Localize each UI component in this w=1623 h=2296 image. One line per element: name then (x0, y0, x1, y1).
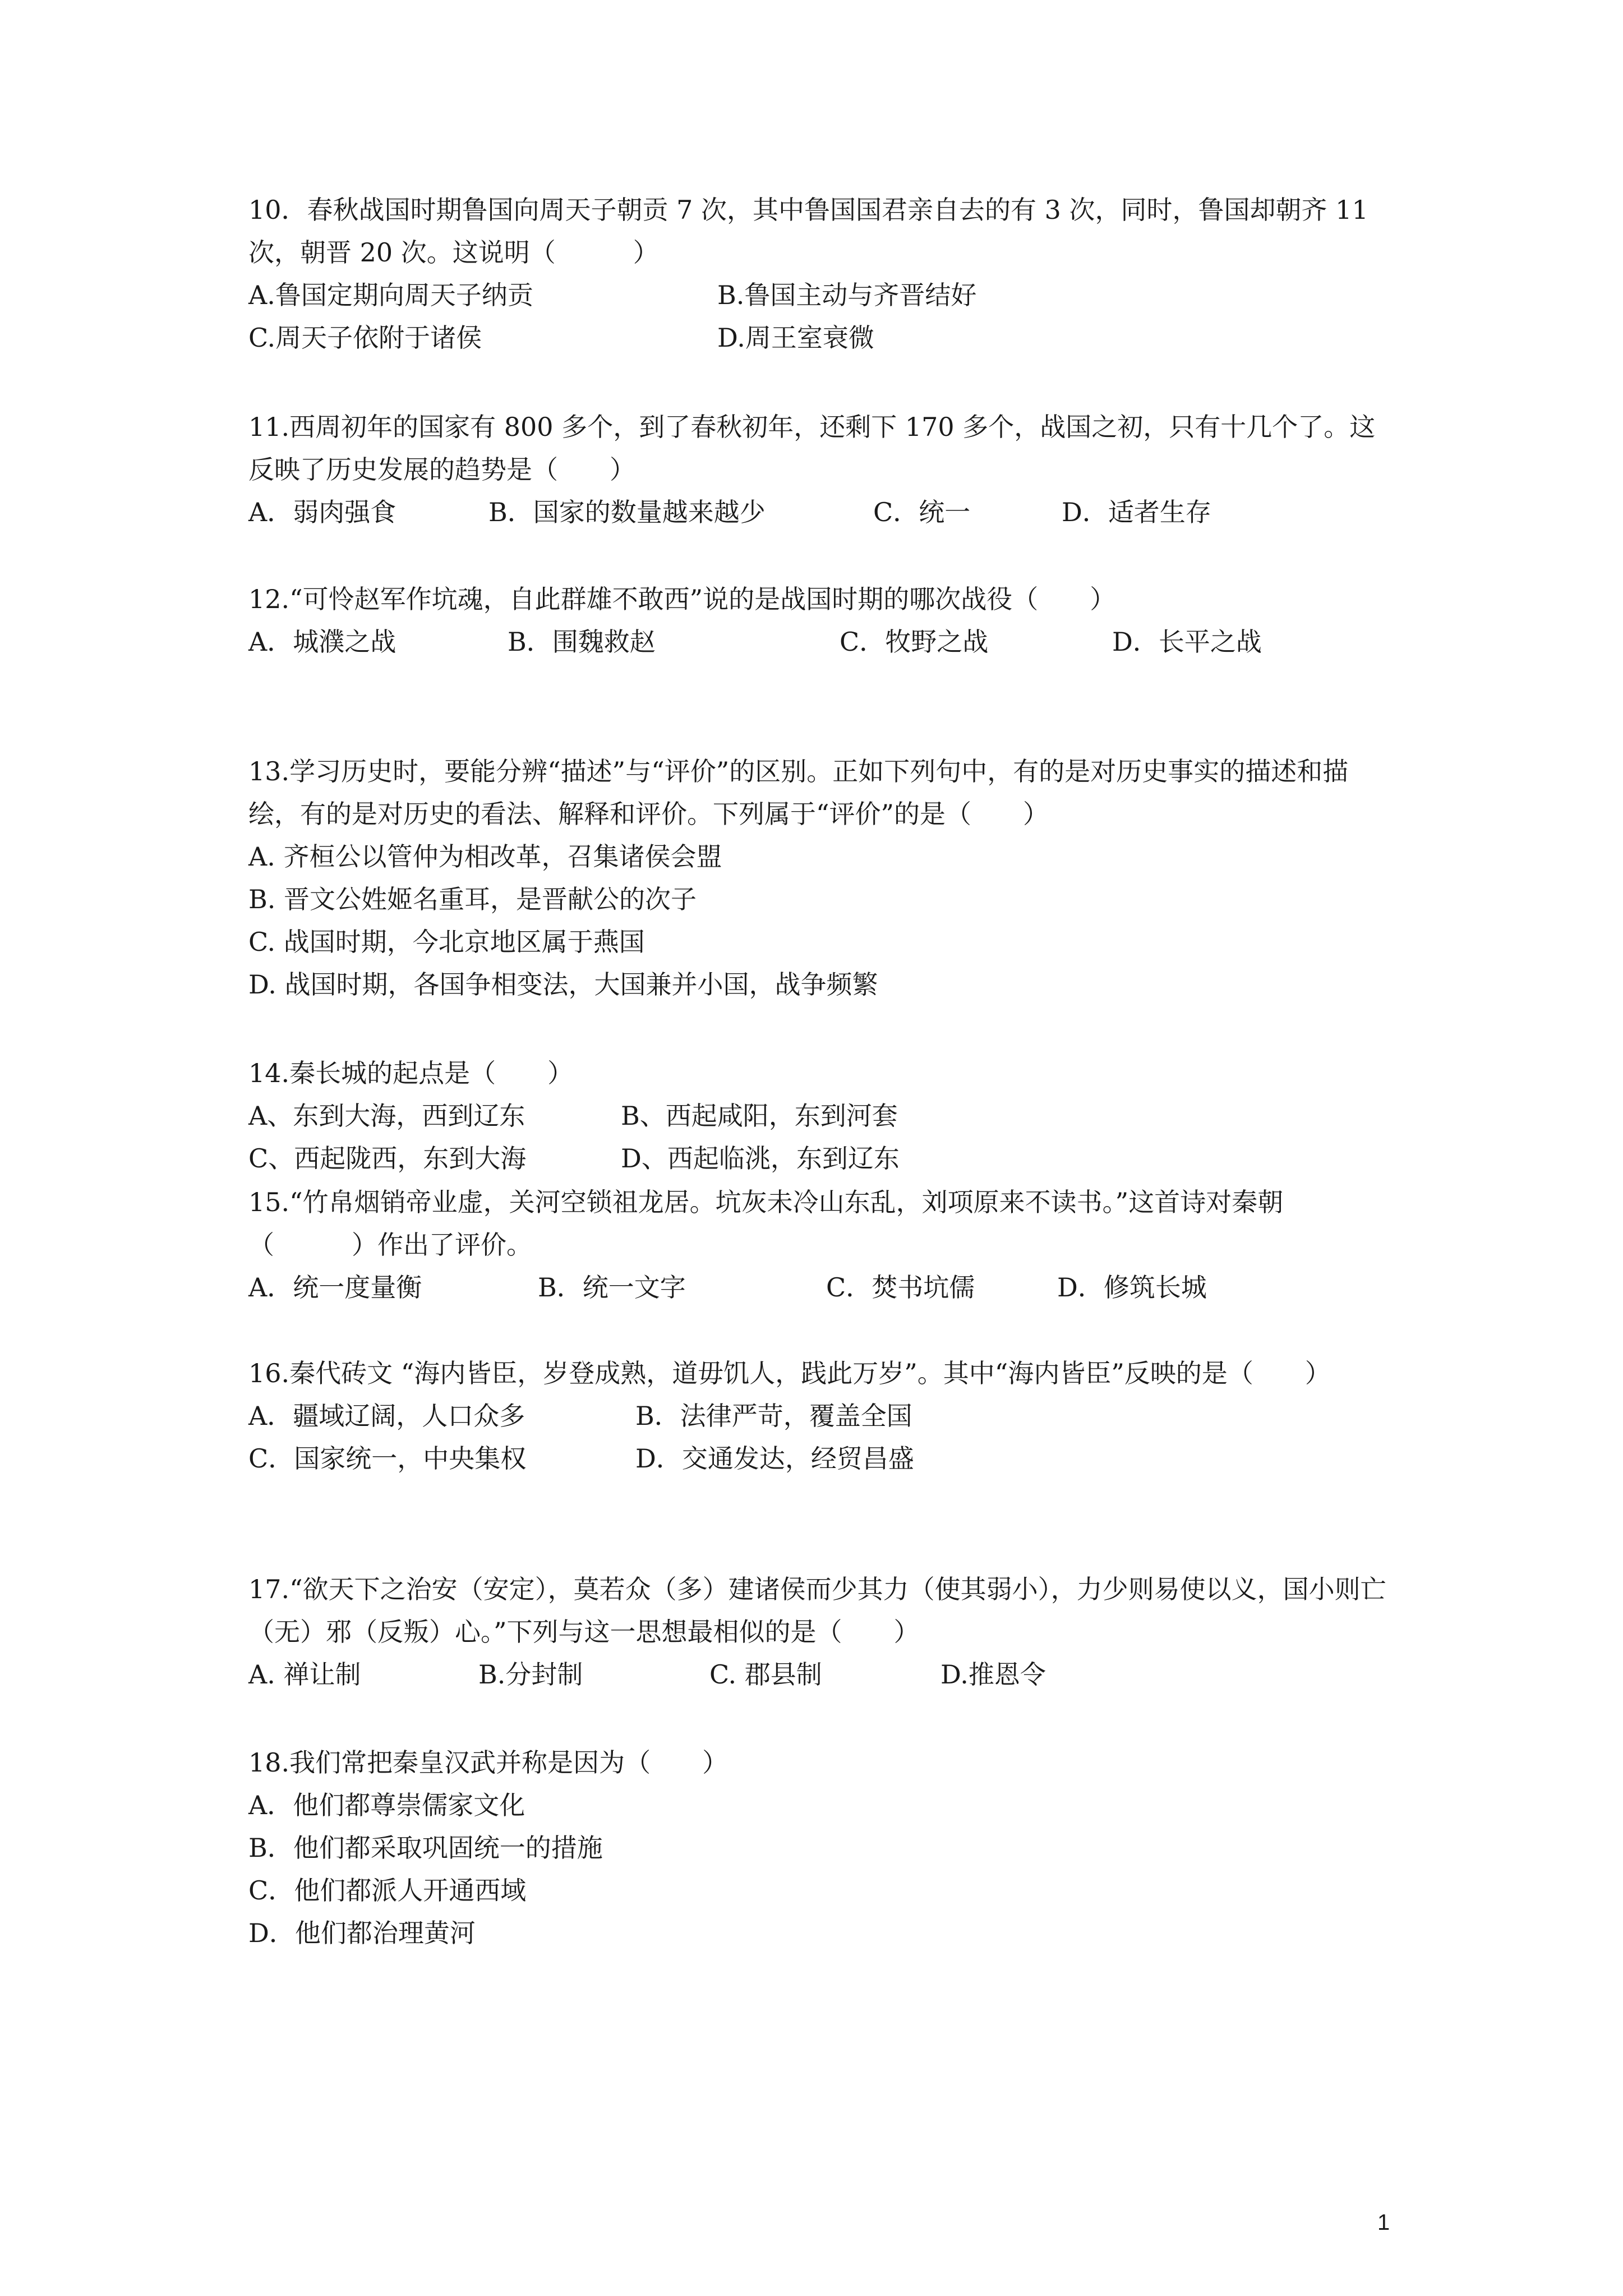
option-a: A. 齐桓公以管仲为相改革，召集诸侯会盟 (248, 841, 722, 872)
option-d: D．交通发达，经贸昌盛 (635, 1443, 914, 1474)
option-b: B. 晋文公姓姬名重耳，是晋献公的次子 (248, 884, 697, 914)
option-row (248, 491, 1398, 533)
question-16 (248, 1352, 1398, 1480)
option-row (248, 1094, 1398, 1137)
option-row (248, 1137, 1398, 1180)
option-a: A．他们都尊崇儒家文化 (248, 1790, 525, 1820)
option-d: D.推恩令 (940, 1659, 1046, 1690)
question-12 (248, 578, 1398, 663)
option-b: B．统一文字 (538, 1272, 686, 1303)
question-14 (248, 1052, 1398, 1180)
option-row (248, 316, 1398, 359)
option-a: A. 禅让制 (248, 1659, 361, 1690)
option-a: A．疆域辽阔，人口众多 (248, 1401, 525, 1431)
question-stem: 12.“可怜赵军作坑魂，自此群雄不敢西”说的是战国时期的哪次战役（ ） (248, 584, 1116, 614)
question-11 (248, 406, 1398, 533)
option-c: C．焚书坑儒 (826, 1272, 975, 1303)
option-c: C、西起陇西，东到大海 (248, 1143, 527, 1174)
option-row (248, 620, 1398, 663)
option-row (248, 1395, 1398, 1437)
option-list (248, 835, 1398, 1006)
option-a: A．弱肉强食 (248, 497, 396, 527)
question-10 (248, 188, 1398, 359)
option-b: B．他们都采取巩固统一的措施 (248, 1833, 603, 1863)
option-b: B．法律严苛，覆盖全国 (635, 1401, 912, 1431)
option-b: B.分封制 (478, 1659, 583, 1690)
option-b: B、西起咸阳，东到河套 (621, 1101, 898, 1131)
option-a: A．统一度量衡 (248, 1272, 422, 1303)
option-d: D．长平之战 (1112, 627, 1262, 657)
option-d: D、西起临洮，东到辽东 (621, 1143, 900, 1174)
question-stem: 18.我们常把秦皇汉武并称是因为（ ） (248, 1747, 728, 1778)
option-b: B．围魏救赵 (508, 627, 656, 657)
option-row (248, 1266, 1398, 1309)
question-stem: 15.“竹帛烟销帝业虚，关河空锁祖龙居。坑灰未冷山东乱，刘项原来不读书。”这首诗对秦朝（ ）作出了评价。 (248, 1187, 1284, 1260)
option-a: A.鲁国定期向周天子纳贡 (248, 280, 533, 310)
question-15 (248, 1181, 1398, 1309)
option-d: D. 战国时期，各国争相变法，大国兼并小国，战争频繁 (248, 969, 878, 1000)
option-list (248, 1784, 1398, 1954)
option-c: C. 郡县制 (709, 1659, 822, 1690)
option-row (248, 274, 1398, 316)
option-c: C．他们都派人开通西域 (248, 1875, 527, 1906)
option-c: C.周天子依附于诸侯 (248, 323, 482, 353)
option-c: C. 战国时期，今北京地区属于燕国 (248, 927, 645, 957)
option-b: B．国家的数量越来越少 (488, 497, 766, 527)
option-c: C．国家统一，中央集权 (248, 1443, 527, 1474)
question-stem: 14.秦长城的起点是（ ） (248, 1058, 574, 1088)
option-c: C．统一 (873, 497, 971, 527)
option-row (248, 1437, 1398, 1480)
question-stem: 16.秦代砖文 “海内皆臣，岁登成熟，道毋饥人，践此万岁”。其中“海内皆臣”反映的是（ ） (248, 1358, 1331, 1388)
option-c: C．牧野之战 (840, 627, 989, 657)
option-row (248, 1653, 1398, 1696)
option-d: D.周王室衰微 (717, 323, 874, 353)
page-number: 1 (1377, 2210, 1390, 2235)
option-b: B.鲁国主动与齐晋结好 (717, 280, 977, 310)
option-d: D．适者生存 (1062, 497, 1211, 527)
option-a: A、东到大海，西到辽东 (248, 1101, 525, 1131)
question-stem: 11.西周初年的国家有 800 多个，到了春秋初年，还剩下 170 多个，战国之初，只有十几个了。这反映了历史发展的趋势是（ ） (248, 412, 1376, 485)
question-stem: 13.学习历史时，要能分辨“描述”与“评价”的区别。正如下列句中，有的是对历史事实的描述和描绘，有的是对历史的看法、解释和评价。下列属于“评价”的是（ ） (248, 756, 1349, 829)
question-stem: 17.“欲天下之治安（安定），莫若众（多）建诸侯而少其力（使其弱小），力少则易使以义，国小则亡（无）邪（反叛）心。”下列与这一思想最相似的是（ ） (248, 1574, 1386, 1647)
question-17 (248, 1568, 1398, 1696)
option-d: D．他们都治理黄河 (248, 1918, 476, 1948)
question-13 (248, 750, 1398, 1006)
question-18 (248, 1741, 1398, 1954)
question-stem: 10．春秋战国时期鲁国向周天子朝贡 7 次，其中鲁国国君亲自去的有 3 次，同时，鲁国却朝齐 11 次，朝晋 20 次。这说明（ ） (248, 195, 1368, 268)
option-a: A．城濮之战 (248, 627, 396, 657)
option-d: D．修筑长城 (1057, 1272, 1207, 1303)
